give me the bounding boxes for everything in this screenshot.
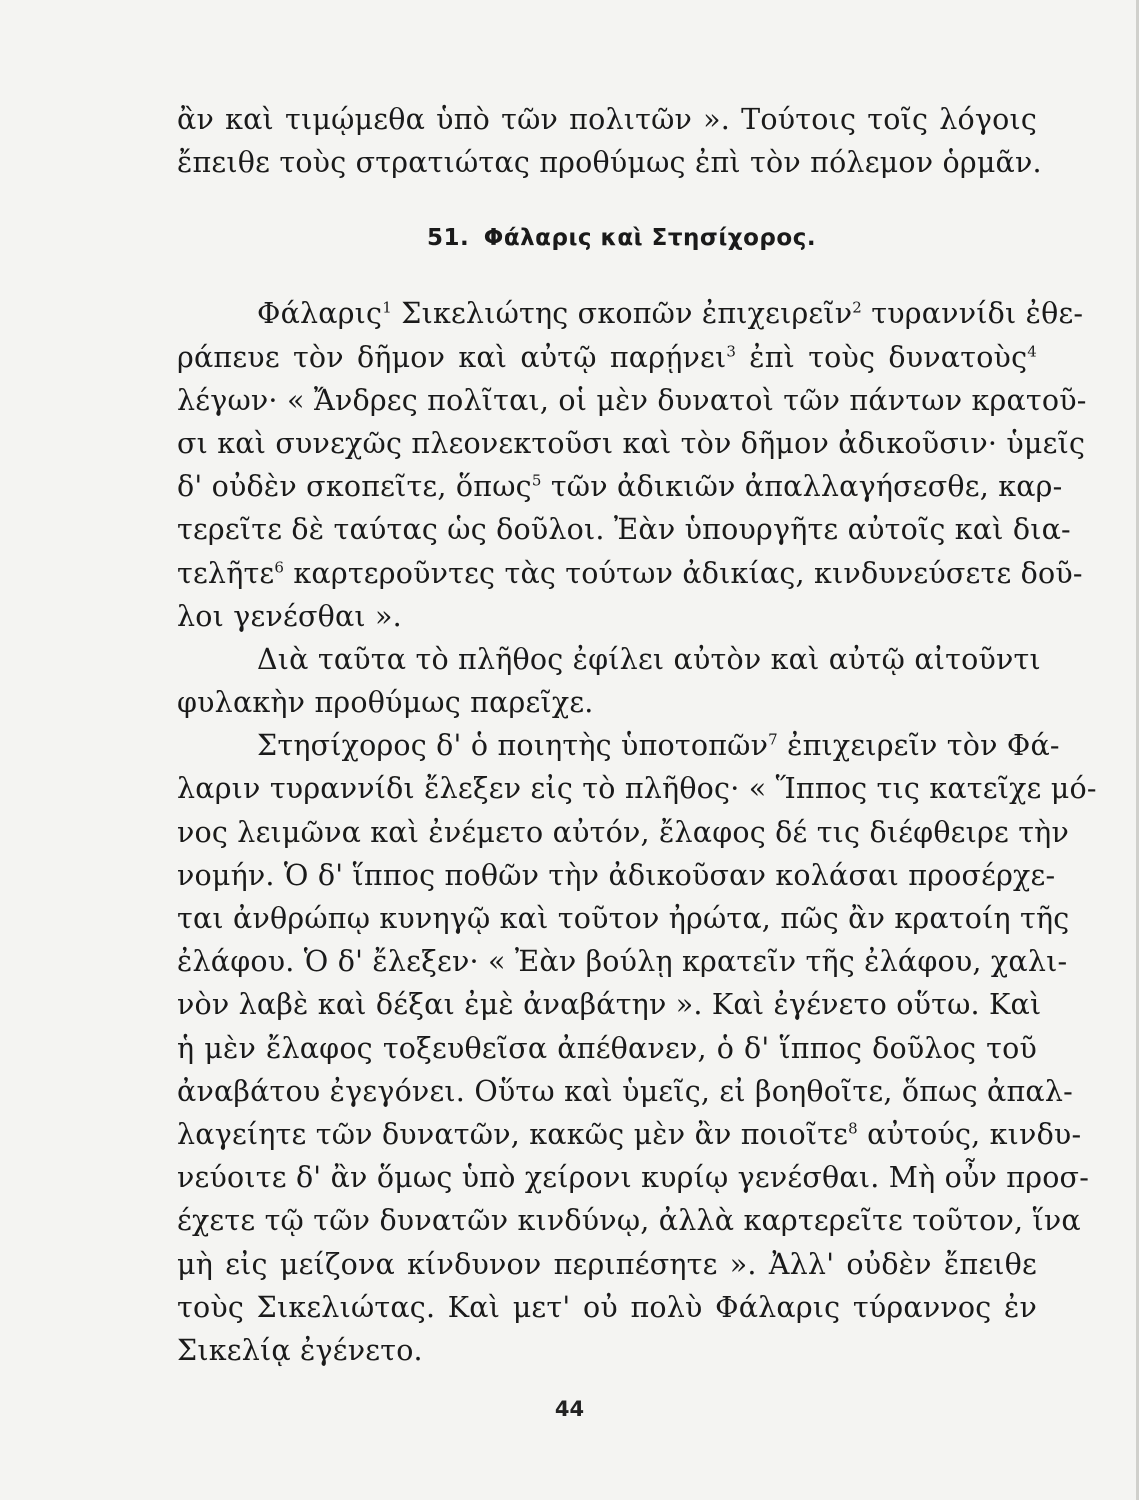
text-segment: μὴ εἰς μείζονα κίνδυνον περιπέσητε ». Ἀλλ' οὐδὲν ἔπειθε (177, 1247, 1037, 1281)
text-segment: ἀναβάτου ἐγεγόνει. Οὕτω καὶ ὑμεῖς, εἰ βοηθοῖτε, ὅπως ἀπαλ- (177, 1074, 1073, 1108)
text-line (177, 422, 1086, 465)
text-line (177, 1329, 1037, 1372)
footnote-marker: 2 (852, 298, 863, 317)
section-title: Φάλαρις καὶ Στησίχορος. (483, 225, 817, 252)
text-segment: ἐλάφου. Ὁ δ' ἔλεξεν· « Ἐὰν βούλῃ κρατεῖν τῆς ἐλάφου, χαλι- (177, 945, 1068, 979)
text-line (177, 1070, 1073, 1113)
paragraph-crowd (177, 638, 1041, 724)
text-line (177, 595, 1037, 638)
text-line (177, 724, 1060, 767)
text-segment: νεύοιτε δ' ἂν ὅμως ὑπὸ χείρονι κυρίῳ γενέσθαι. Μὴ οὖν προσ- (177, 1161, 1090, 1195)
text-line (177, 1113, 1082, 1156)
text-line (177, 1286, 1037, 1329)
text-line: ἔπειθε τοὺς στρατιώτας προθύμως ἐπὶ τὸν πόλεμον ὁρμᾶν. (177, 146, 1042, 180)
paragraph-phalaris-speech (177, 292, 1087, 638)
text-line (177, 897, 1070, 940)
text-segment: Σικελιώτης σκοπῶν ἐπιχειρεῖν (391, 297, 853, 331)
text-line (177, 1243, 1037, 1286)
paragraph-stesichorus-fable (177, 724, 1097, 1372)
text-line (177, 1199, 1081, 1242)
text-segment: ράπευε τὸν δῆμον καὶ αὐτῷ παρῄνει (177, 340, 727, 374)
text-segment: ἐπὶ τοὺς δυνατοὺς (736, 340, 1028, 374)
page-text (177, 98, 1097, 1372)
text-segment: τερεῖτε δὲ ταύτας ὡς δοῦλοι. Ἐὰν ὑπουργῆτε αὐτοῖς καὶ δια- (177, 513, 1071, 547)
text-line (177, 854, 1056, 897)
text-line (177, 379, 1087, 422)
text-segment: λαριν τυραννίδι ἔλεξεν εἰς τὸ πλῆθος· « Ἵππος τις κατεῖχε μό- (177, 772, 1097, 806)
text-line: Διὰ ταῦτα τὸ πλῆθος ἐφίλει αὐτὸν καὶ αὐτῷ αἰτοῦντι (257, 642, 1041, 676)
footnote-marker: 4 (1027, 342, 1037, 361)
text-line (177, 336, 1037, 379)
text-line: ἂν καὶ τιμῴμεθα ὑπὸ τῶν πολιτῶν ». Τούτοις τοῖς λόγοις (177, 103, 1037, 136)
text-segment: ἐπιχειρεῖν τὸν Φά- (777, 729, 1060, 763)
footnote-marker: 6 (274, 558, 285, 576)
text-line (177, 1156, 1090, 1199)
text-line (177, 983, 1042, 1026)
footnote-marker: 8 (848, 1119, 858, 1138)
text-segment: καρτεροῦντες τὰς τούτων ἀδικίας, κινδυνεύσετε δοῦ- (284, 556, 1083, 590)
text-segment: τελῆτε (177, 556, 275, 590)
footnote-marker: 1 (382, 298, 392, 317)
text-line: φυλακὴν προθύμως παρεῖχε. (177, 686, 594, 720)
text-line (177, 767, 1097, 810)
text-line (177, 508, 1071, 551)
text-segment: νὸν λαβὲ καὶ δέξαι ἐμὲ ἀναβάτην ». Καὶ ἐγένετο οὕτω. Καὶ (177, 988, 1042, 1022)
text-segment: νομήν. Ὁ δ' ἵππος ποθῶν τὴν ἀδικοῦσαν κολάσαι προσέρχε- (177, 858, 1056, 892)
footnote-marker: 7 (768, 730, 778, 749)
text-line (177, 1027, 1037, 1070)
text-segment: αὐτούς, κινδυ- (857, 1117, 1082, 1151)
footnote-marker: 3 (726, 342, 737, 361)
text-segment: ται ἀνθρώπῳ κυνηγῷ καὶ τοῦτον ἠρώτα, πῶς ἂν κρατοίη τῆς (177, 902, 1070, 935)
text-line (177, 940, 1068, 983)
section-number: 51. (427, 225, 470, 252)
text-segment: λοι γενέσθαι ». (177, 599, 402, 633)
text-segment: Στησίχορος δ' ὁ ποιητὴς ὑποτοπῶν (257, 729, 769, 763)
text-line (177, 811, 1069, 854)
footnote-marker: 5 (531, 471, 542, 490)
text-segment: έχετε τῷ τῶν δυνατῶν κινδύνῳ, ἀλλὰ καρτερεῖτε τοῦτον, ἵνα (177, 1204, 1081, 1238)
section-heading (177, 218, 1037, 258)
text-segment: τοὺς Σικελιώτας. Καὶ μετ' οὐ πολὺ Φάλαρις τύραννος ἐν (177, 1290, 1037, 1324)
text-segment: δ' οὐδὲν σκοπεῖτε, ὅπως (177, 470, 532, 504)
text-segment: Φάλαρις (257, 297, 383, 331)
text-segment: Σικελίᾳ ἐγένετο. (177, 1333, 423, 1367)
text-segment: τῶν ἀδικιῶν ἀπαλλαγήσεσθε, καρ- (541, 470, 1063, 504)
text-line (177, 292, 1084, 335)
text-segment: λέγων· « Ἄνδρες πολῖται, οἱ μὲν δυνατοὶ τῶν πάντων κρατοῦ- (177, 383, 1087, 417)
text-segment: λαγείητε τῶν δυνατῶν, κακῶς μὲν ἂν ποιοῖτε (177, 1117, 849, 1151)
text-line (177, 465, 1063, 508)
page-number: 44 (554, 1397, 585, 1421)
text-segment: νος λειμῶνα καὶ ἐνέμετο αὐτόν, ἔλαφος δέ τις διέφθειρε τὴν (177, 815, 1069, 849)
text-segment: τυραννίδι ἐθε- (862, 297, 1084, 331)
text-segment: σι καὶ συνεχῶς πλεονεκτοῦσι καὶ τὸν δῆμον ἀδικοῦσιν· ὑμεῖς (177, 426, 1086, 460)
text-line (177, 552, 1083, 595)
text-segment: ἡ μὲν ἔλαφος τοξευθεῖσα ἀπέθανεν, ὁ δ' ἵππος δοῦλος τοῦ (177, 1031, 1037, 1065)
